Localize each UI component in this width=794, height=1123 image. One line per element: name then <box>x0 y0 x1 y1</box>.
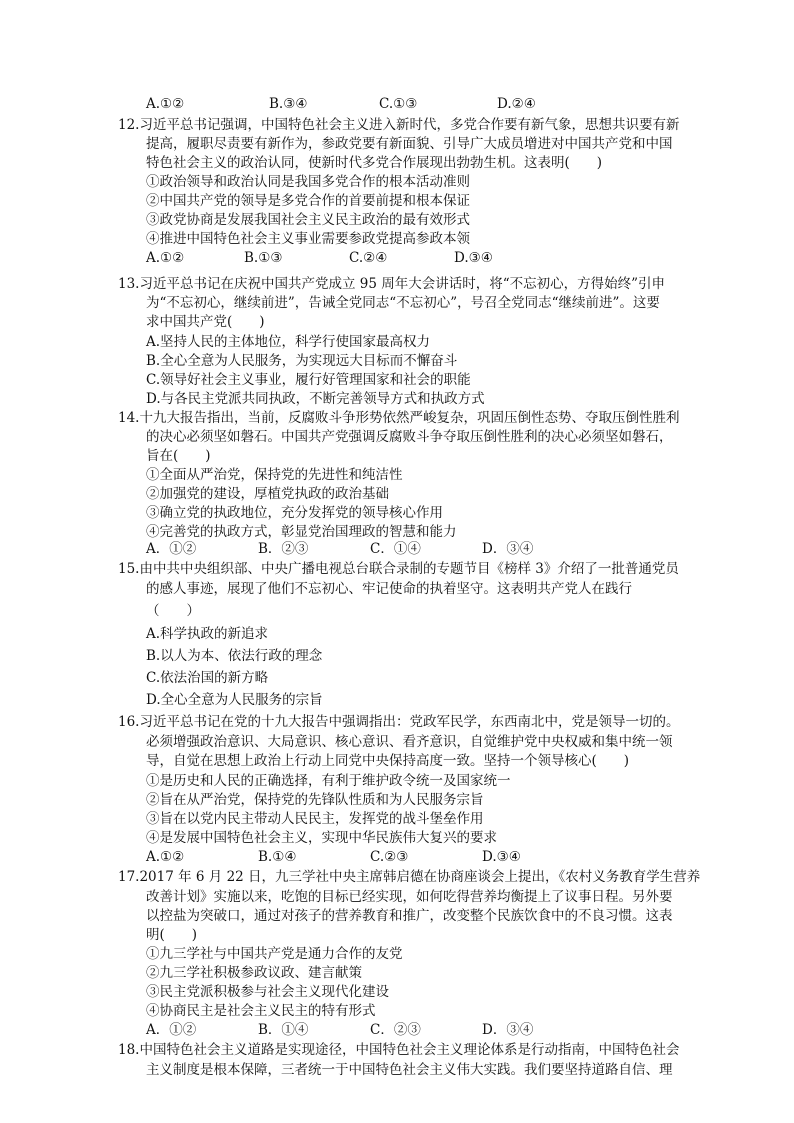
q16-stem-line-3: 导，自觉在思想上政治上行动上同党中央保持高度一致。坚持一个领导核心( ) <box>146 753 630 769</box>
q14-item-2: ②加强党的建设，厚植党执政的政治基础 <box>146 486 389 502</box>
q17-item-1: ①九三学社与中国共产党是通力合作的友党 <box>146 946 403 962</box>
q12-answer-c[interactable]: C.②④ <box>349 250 388 266</box>
q17-answer-d[interactable]: D．③④ <box>482 1022 534 1038</box>
q17-stem-line-2: 改善计划》实施以来，吃饱的目标已经实现，如何吃得营养均衡提上了议事日程。另外要 <box>146 889 673 905</box>
q14-item-4: ④完善党的执政方式，彰显党治国理政的智慧和能力 <box>146 524 457 540</box>
q13-option-c[interactable]: C.领导好社会主义事业，履行好管理国家和社会的职能 <box>146 372 471 388</box>
q13-stem-line-1: 13.习近平总书记在庆祝中国共产党成立 95 周年大会讲话时，将“不忘初心，方得始终”引申 <box>118 276 666 292</box>
q16-answer-c[interactable]: C.②③ <box>370 849 409 865</box>
q17-item-2: ②九三学社积极参政议政、建言献策 <box>146 965 362 981</box>
q17-answer-a[interactable]: A．①② <box>146 1022 197 1038</box>
q16-stem-line-1: 16.习近平总书记在党的十九大报告中强调指出：党政军民学，东西南北中，党是领导一切的。 <box>118 714 680 730</box>
q13-option-a[interactable]: A.坚持人民的主体地位，科学行使国家最高权力 <box>146 334 431 350</box>
q15-stem-line-3: （ ） <box>146 603 200 619</box>
q13-stem-line-2: 为“不忘初心，继续前进”，告诫全党同志“不忘初心”，号召全党同志“继续前进”。这要 <box>146 295 660 311</box>
q12-item-4: ④推进中国特色社会主义事业需要参政党提高参政本领 <box>146 231 470 247</box>
q15-stem-line-1: 15.由中共中央组织部、中央广播电视总台联合录制的专题节目《榜样 3》介绍了一批普通党员 <box>118 561 679 577</box>
q14-answer-d[interactable]: D．③④ <box>482 541 534 557</box>
q14-stem-line-2: 的决心必须坚如磐石。中国共产党强调反腐败斗争夺取压倒性胜利的决心必须坚如磐石， <box>146 429 673 445</box>
q15-option-d[interactable]: D.全心全意为人民服务的宗旨 <box>146 692 323 708</box>
q15-option-a[interactable]: A.科学执政的新追求 <box>146 626 269 642</box>
q16-answer-b[interactable]: B.①④ <box>258 849 297 865</box>
q12-stem-line-1: 12.习近平总书记强调，中国特色社会主义进入新时代，多党合作要有新气象，思想共识要有新 <box>118 117 680 133</box>
q14-answer-c[interactable]: C．①④ <box>370 541 421 557</box>
q15-option-b[interactable]: B.以人为本、依法行政的理念 <box>146 648 323 664</box>
q16-item-2: ②旨在从严治党，保持党的先锋队性质和为人民服务宗旨 <box>146 792 484 808</box>
q14-answer-a[interactable]: A．①② <box>146 541 197 557</box>
q16-answer-d[interactable]: D.③④ <box>482 849 521 865</box>
q12-answer-b[interactable]: B.①③ <box>244 250 283 266</box>
q12-stem-line-3: 特色社会主义的政治认同，使新时代多党合作展现出勃勃生机。这表明( ) <box>146 155 603 171</box>
q14-item-1: ①全面从严治党，保持党的先进性和纯洁性 <box>146 467 403 483</box>
q13-option-d[interactable]: D.与各民主党派共同执政，不断完善领导方式和执政方式 <box>146 391 485 407</box>
q17-stem-line-3: 以控盐为突破口，通过对孩子的营养教育和推广，改变整个民族饮食中的不良习惯。这表 <box>146 908 673 924</box>
q12-item-3: ③政党协商是发展我国社会主义民主政治的最有效形式 <box>146 212 470 228</box>
q14-item-3: ③确立党的执政地位，充分发挥党的领导核心作用 <box>146 505 443 521</box>
q17-answer-c[interactable]: C．②③ <box>370 1022 421 1038</box>
q16-stem-line-2: 必须增强政治意识、大局意识、核心意识、看齐意识，自觉维护党中央权威和集中统一领 <box>146 734 673 750</box>
q12-item-1: ①政治领导和政治认同是我国多党合作的根本活动准则 <box>146 174 470 190</box>
q14-answer-b[interactable]: B．②③ <box>258 541 309 557</box>
q17-item-3: ③民主党派积极参与社会主义现代化建设 <box>146 984 389 1000</box>
q18-stem-line-2: 主义制度是根本保障，三者统一于中国特色社会主义伟大实践。我们要坚持道路自信、理 <box>146 1062 673 1078</box>
q13-option-b[interactable]: B.全心全意为人民服务，为实现远大目标而不懈奋斗 <box>146 353 458 369</box>
q17-item-4: ④协商民主是社会主义民主的特有形式 <box>146 1003 376 1019</box>
q11-answer-b[interactable]: B.③④ <box>269 96 308 112</box>
q18-stem-line-1: 18.中国特色社会主义道路是实现途径，中国特色社会主义理论体系是行动指南，中国特色社会 <box>118 1042 680 1058</box>
q11-answer-a[interactable]: A.①② <box>146 96 185 112</box>
q12-answer-a[interactable]: A.①② <box>146 250 185 266</box>
q16-answer-a[interactable]: A.①② <box>146 849 185 865</box>
q16-item-3: ③旨在以党内民主带动人民民主，发挥党的战斗堡垒作用 <box>146 811 484 827</box>
q11-answer-c[interactable]: C.①③ <box>379 96 418 112</box>
q16-item-4: ④是发展中国特色社会主义，实现中华民族伟大复兴的要求 <box>146 830 497 846</box>
q16-item-1: ①是历史和人民的正确选择，有利于维护政令统一及国家统一 <box>146 773 511 789</box>
q17-stem-line-1: 17.2017 年 6 月 22 日，九三学社中央主席韩启德在协商座谈会上提出，《农村义务教育学生营养 <box>118 869 701 885</box>
q17-stem-line-4: 明( ) <box>146 927 198 943</box>
q15-stem-line-2: 的感人事迹，展现了他们不忘初心、牢记使命的执着坚守。这表明共产党人在践行 <box>146 581 632 597</box>
q12-stem-line-2: 提高，履职尽责要有新作为，参政党要有新面貌、引导广大成员增进对中国共产党和中国 <box>146 136 673 152</box>
q15-option-c[interactable]: C.依法治国的新方略 <box>146 670 269 686</box>
q11-answer-d[interactable]: D.②④ <box>497 96 536 112</box>
q14-stem-line-1: 14.十九大报告指出，当前，反腐败斗争形势依然严峻复杂，巩固压倒性态势、夺取压倒性胜利 <box>118 410 680 426</box>
q12-answer-d[interactable]: D.③④ <box>454 250 493 266</box>
q13-stem-line-3: 求中国共产党( ) <box>146 314 265 330</box>
q12-item-2: ②中国共产党的领导是多党合作的首要前提和根本保证 <box>146 193 470 209</box>
q14-stem-line-3: 旨在( ) <box>146 448 211 464</box>
q17-answer-b[interactable]: B．①④ <box>258 1022 309 1038</box>
